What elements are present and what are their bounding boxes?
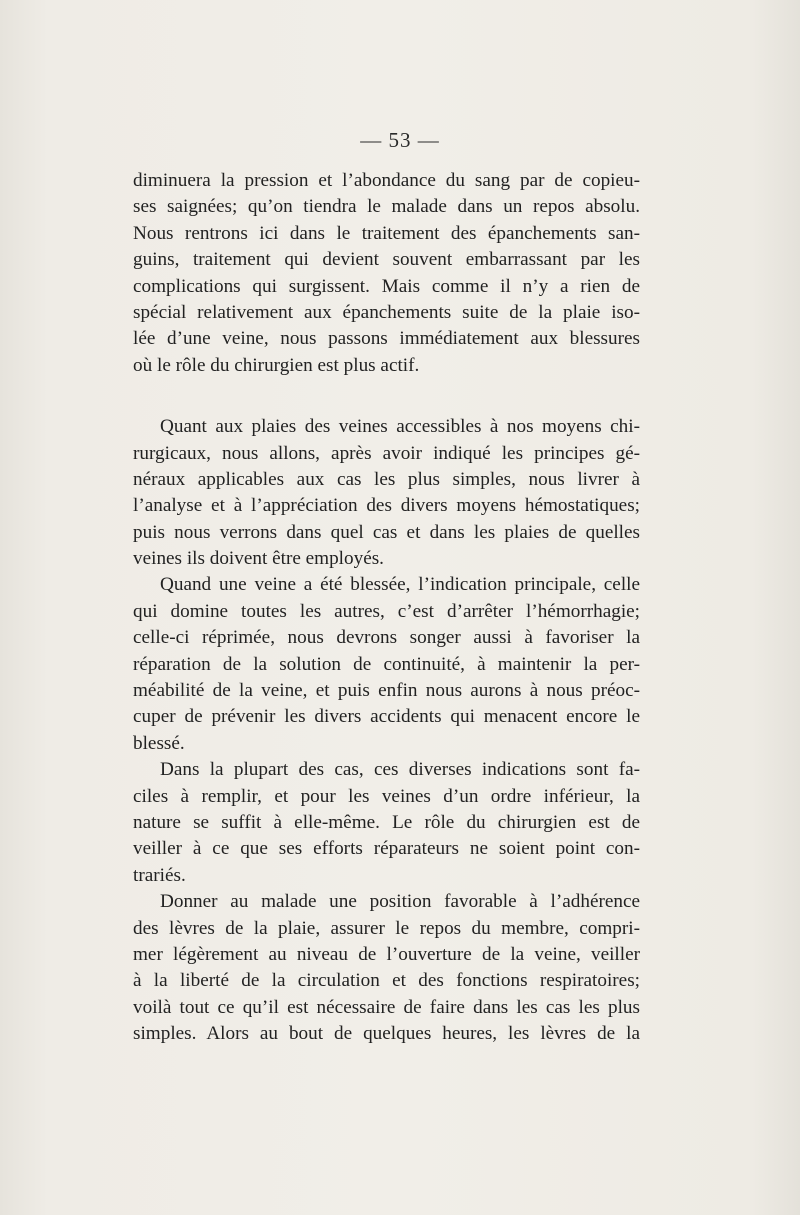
text-line: guins, traitement qui devient souvent embarrassant par les <box>133 249 640 271</box>
text-line: trariés. <box>133 864 186 886</box>
text-line: l’analyse et à l’appréciation des divers moyens hémostatiques; <box>133 495 640 517</box>
text-line: néraux applicables aux cas les plus simples, nous livrer à <box>133 468 640 490</box>
text-line: Quant aux plaies des veines accessibles à nos moyens chi- <box>160 416 640 438</box>
text-line: rurgicaux, nous allons, après avoir indiqué les principes gé- <box>133 442 640 464</box>
text-line: mer légèrement au niveau de l’ouverture de la veine, veiller <box>133 943 640 965</box>
paragraph <box>133 168 640 379</box>
paragraph <box>133 757 640 889</box>
text-line: voilà tout ce qu’il est nécessaire de faire dans les cas les plus <box>133 996 640 1018</box>
paragraph <box>133 414 640 572</box>
body-text <box>133 168 640 1048</box>
text-line: blessé. <box>133 732 185 754</box>
text-line: réparation de la solution de continuité, à maintenir la per- <box>133 653 640 675</box>
text-line: celle-ci réprimée, nous devrons songer aussi à favoriser la <box>133 627 640 649</box>
text-line: veines ils doivent être employés. <box>133 548 384 570</box>
text-line: Nous rentrons ici dans le traitement des épanchements san- <box>133 222 640 244</box>
text-line: Donner au malade une position favorable à l’adhérence <box>160 891 640 913</box>
text-line: veiller à ce que ses efforts réparateurs ne soient point con- <box>133 838 640 860</box>
page-number: — 53 — <box>360 128 440 152</box>
text-line: cuper de prévenir les divers accidents qui menacent encore le <box>133 706 640 728</box>
text-line: spécial relativement aux épanchements suite de la plaie iso- <box>133 301 640 323</box>
text-line: des lèvres de la plaie, assurer le repos du membre, compri- <box>133 917 640 939</box>
paragraph <box>133 889 640 1047</box>
text-line: méabilité de la veine, et puis enfin nous aurons à nous préoc- <box>133 680 640 702</box>
text-line: où le rôle du chirurgien est plus actif. <box>133 354 420 376</box>
text-line: ses saignées; qu’on tiendra le malade dans un repos absolu. <box>133 196 640 218</box>
text-line: ciles à remplir, et pour les veines d’un ordre inférieur, la <box>133 785 640 807</box>
text-line: nature se suffit à elle-même. Le rôle du chirurgien est de <box>133 811 640 833</box>
text-line: diminuera la pression et l’abondance du sang par de copieu- <box>133 170 640 191</box>
paragraph <box>133 572 640 757</box>
text-line: qui domine toutes les autres, c’est d’arrêter l’hémorrhagie; <box>133 600 640 622</box>
text-line: puis nous verrons dans quel cas et dans les plaies de quelles <box>133 521 640 543</box>
paragraph-gap <box>133 379 640 414</box>
text-line: simples. Alors au bout de quelques heures, les lèvres de la <box>133 1023 640 1045</box>
text-line: Dans la plupart des cas, ces diverses indications sont fa- <box>160 759 640 781</box>
text-line: complications qui surgissent. Mais comme il n’y a rien de <box>133 275 640 297</box>
text-line: Quand une veine a été blessée, l’indication principale, celle <box>160 574 640 596</box>
text-line: à la liberté de la circulation et des fonctions respiratoires; <box>133 970 640 992</box>
text-line: lée d’une veine, nous passons immédiatement aux blessures <box>133 328 640 350</box>
